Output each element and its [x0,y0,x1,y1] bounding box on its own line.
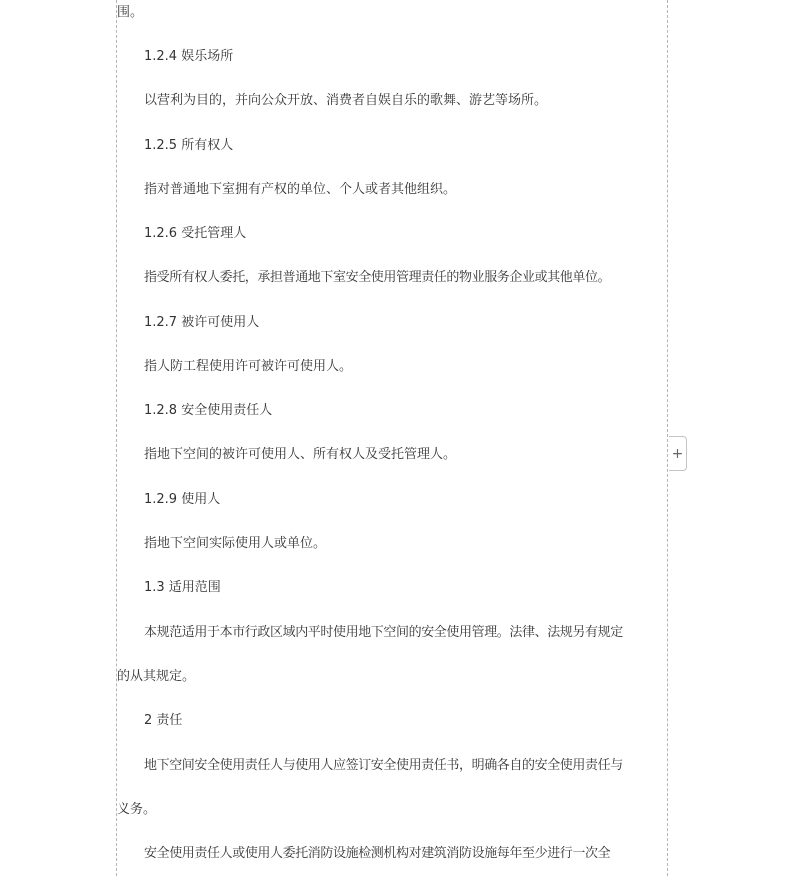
plus-icon: + [671,445,684,462]
paragraph: 指对普通地下室拥有产权的单位、个人或者其他组织。 [144,182,457,197]
paragraph-continuation: 义务。 [117,802,157,817]
paragraph: 本规范适用于本市行政区域内平时使用地下空间的安全使用管理。法律、法规另有规定 [144,625,623,640]
section-heading-1-2-7: 1.2.7 被许可使用人 [144,315,260,330]
section-heading-1-2-5: 1.2.5 所有权人 [144,138,234,153]
paragraph: 指人防工程使用许可被许可使用人。 [144,359,353,374]
paragraph: 以营利为目的，并向公众开放、消费者自娱自乐的歌舞、游艺等场所。 [144,93,548,108]
section-heading-1-2-9: 1.2.9 使用人 [144,492,221,507]
paragraph: 安全使用责任人或使用人委托消防设施检测机构对建筑消防设施每年至少进行一次全 [144,846,611,861]
paragraph: 地下空间安全使用责任人与使用人应签订安全使用责任书，明确各自的安全使用责任与 [144,758,623,773]
section-heading-1-3: 1.3 适用范围 [144,580,221,595]
paragraph: 指地下空间实际使用人或单位。 [144,536,327,551]
paragraph: 指地下空间的被许可使用人、所有权人及受托管理人。 [144,447,457,462]
document-page [116,0,668,876]
add-block-button[interactable] [669,436,687,471]
section-heading-1-2-4: 1.2.4 娱乐场所 [144,49,234,64]
section-heading-1-2-8: 1.2.8 安全使用责任人 [144,403,273,418]
paragraph-continuation: 的从其规定。 [117,669,196,684]
section-heading-1-2-6: 1.2.6 受托管理人 [144,226,247,241]
section-heading-2: 2 责任 [144,713,183,728]
paragraph: 指受所有权人委托，承担普通地下室安全使用管理责任的物业服务企业或其他单位。 [144,270,611,285]
paragraph-continuation: 围。 [117,5,144,20]
